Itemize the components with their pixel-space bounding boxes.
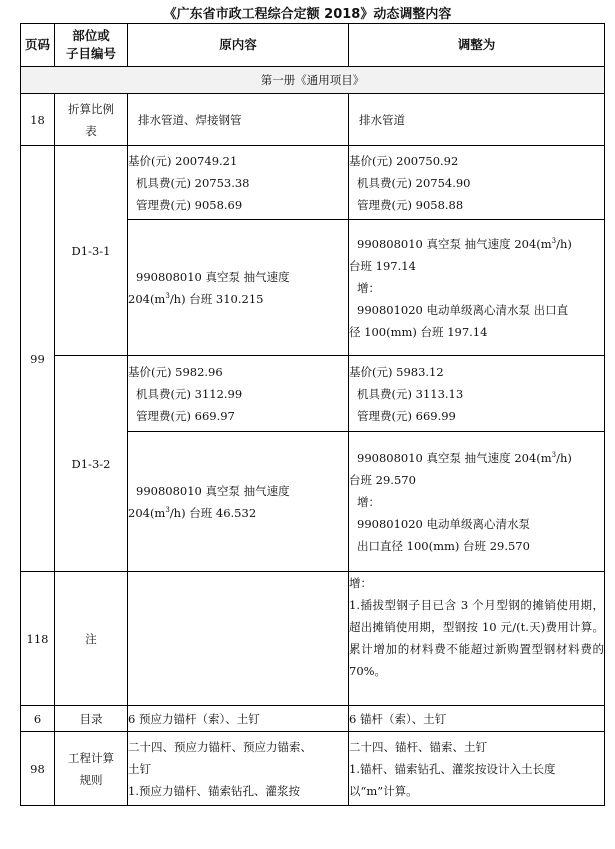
d131-orig-item-b: [128, 288, 348, 310]
row6-page: 6: [21, 706, 55, 732]
d131-adjusted-prices: [349, 146, 605, 220]
row98-adj-line1: 二十四、锚杆、锚索、土钉: [349, 739, 487, 754]
row118-part: 注: [55, 572, 128, 706]
table-row: [21, 732, 605, 806]
d131-adj-item2-a: 990801020 电动单级离心清水泵 出口直: [357, 302, 569, 317]
d131-adj-item1-b: /h): [556, 236, 572, 251]
section-title: 第一册《通用项目》: [21, 67, 605, 94]
table-row: [21, 572, 605, 706]
d132-orig-machine: 机具费(元) 3112.99: [136, 386, 243, 401]
d132-adjusted-prices: [349, 356, 605, 432]
header-page: 页码: [21, 24, 55, 67]
superscript-3: 3: [165, 505, 170, 514]
d132-adjusted-items: [349, 432, 605, 572]
d132-original-prices: [128, 356, 349, 432]
row18-part-line1: 折算比例: [68, 101, 114, 116]
header-part: [55, 24, 128, 67]
header-part-line1: 部位或: [72, 28, 110, 43]
row98-page: 98: [21, 732, 55, 806]
row118-adj-add: 增：: [349, 576, 372, 590]
table-row: [21, 146, 605, 220]
d132-adj-item2-b: 出口直径 100(mm) 台班 29.570: [357, 538, 530, 553]
row98-original: [128, 732, 349, 806]
d132-adj-item1-c: 台班 29.570: [349, 472, 416, 487]
row98-adj-line3: 以“m”计算。: [349, 783, 418, 798]
d132-adj-item2-a: 990801020 电动单级离心清水泵: [357, 516, 531, 531]
d131-original-items: [128, 220, 349, 356]
table-header-row: [21, 24, 605, 67]
d131-orig-item-b1: 204(m: [128, 291, 166, 306]
row118-original: [128, 572, 349, 706]
d131-orig-item-b2: /h) 台班 310.215: [169, 291, 264, 306]
d132-orig-mgmt: 管理费(元) 669.97: [136, 408, 235, 423]
row98-orig-line3: 1.预应力锚杆、锚索钻孔、灌浆按: [128, 783, 300, 798]
d132-orig-item-b: [128, 502, 348, 524]
row98-adjusted: [349, 732, 605, 806]
row98-part-line1: 工程计算: [68, 750, 114, 765]
section-row: [21, 67, 605, 94]
d131-orig-mgmt: 管理费(元) 9058.69: [136, 197, 243, 212]
document-title: 《广东省市政工程综合定额 2018》动态调整内容: [163, 7, 452, 22]
table-row: [21, 706, 605, 732]
d132-orig-item-a: 990808010 真空泵 抽气速度: [136, 483, 290, 498]
d131-adj-add: 增：: [357, 280, 380, 295]
header-original: 原内容: [128, 24, 349, 67]
superscript-3: 3: [165, 291, 170, 300]
d131-adj-item1-c: 台班 197.14: [349, 258, 416, 273]
row18-part: [55, 94, 128, 146]
d132-adj-item1-line1: [349, 447, 604, 469]
d131-original-prices: [128, 146, 349, 220]
row18-adjusted: 排水管道: [349, 94, 605, 146]
table-row: [21, 94, 605, 146]
superscript-3: 3: [551, 236, 557, 245]
superscript-3: 3: [551, 450, 557, 459]
d132-adj-item1-a: 990808010 真空泵 抽气速度 204(m: [357, 450, 552, 465]
d131-orig-item-a: 990808010 真空泵 抽气速度: [136, 269, 290, 284]
d131-adj-mgmt: 管理费(元) 9058.88: [357, 197, 464, 212]
row98-part-line2: 规则: [79, 772, 103, 787]
d132-adj-add: 增：: [357, 494, 380, 509]
table-row: [21, 356, 605, 432]
d132-adj-machine: 机具费(元) 3113.13: [357, 386, 464, 401]
d131-orig-machine: 机具费(元) 20753.38: [136, 175, 250, 190]
d132-orig-item-b2: /h) 台班 46.532: [169, 505, 257, 520]
row98-orig-line1: 二十四、预应力锚杆、预应力锚索、: [128, 739, 312, 754]
d132-original-items: [128, 432, 349, 572]
row6-part: 目录: [55, 706, 128, 732]
row98-part: [55, 732, 128, 806]
d131-adj-price: 基价(元) 200750.92: [349, 153, 459, 168]
d131-adjusted-items: [349, 220, 605, 356]
row98-orig-line2: 土钉: [128, 761, 151, 776]
d131-adj-item1-line1: [349, 233, 604, 255]
row118-page: 118: [21, 572, 55, 706]
header-adjusted: 调整为: [349, 24, 605, 67]
row99-page: 99: [21, 146, 55, 572]
row118-adj-text: 1.插拔型钢子目已含 3 个月型钢的摊销使用期，超出摊销使用期，型钢按 10 元/(t.天)费用计算。累计增加的材料费不能超过新购置型钢材料费的 70%。: [349, 598, 604, 678]
header-part-line2: 子目编号: [65, 46, 116, 61]
d132-adj-mgmt: 管理费(元) 669.99: [357, 408, 456, 423]
d131-adj-item1-a: 990808010 真空泵 抽气速度 204(m: [357, 236, 552, 251]
d132-orig-item-b1: 204(m: [128, 505, 166, 520]
d132-adj-item1-b: /h): [556, 450, 572, 465]
d132-adj-price: 基价(元) 5983.12: [349, 364, 444, 379]
d132-orig-price: 基价(元) 5982.96: [128, 364, 223, 379]
row6-original: 6 预应力锚杆（索）、土钉: [128, 706, 349, 732]
row118-adjusted: [349, 572, 605, 706]
d131-adj-machine: 机具费(元) 20754.90: [357, 175, 471, 190]
row18-original: 排水管道、焊接钢管: [128, 94, 349, 146]
row18-part-line2: 表: [85, 123, 97, 138]
d132-code: D1-3-2: [55, 356, 128, 572]
row6-adjusted: 6 锚杆（索）、土钉: [349, 706, 605, 732]
row98-adj-line2: 1.锚杆、锚索钻孔、灌浆按设计入土长度: [349, 761, 556, 776]
d131-orig-price: 基价(元) 200749.21: [128, 153, 238, 168]
adjustment-table: [20, 23, 605, 806]
row18-page: 18: [21, 94, 55, 146]
d131-code: D1-3-1: [55, 146, 128, 356]
d131-adj-item2-b: 径 100(mm) 台班 197.14: [349, 324, 488, 339]
